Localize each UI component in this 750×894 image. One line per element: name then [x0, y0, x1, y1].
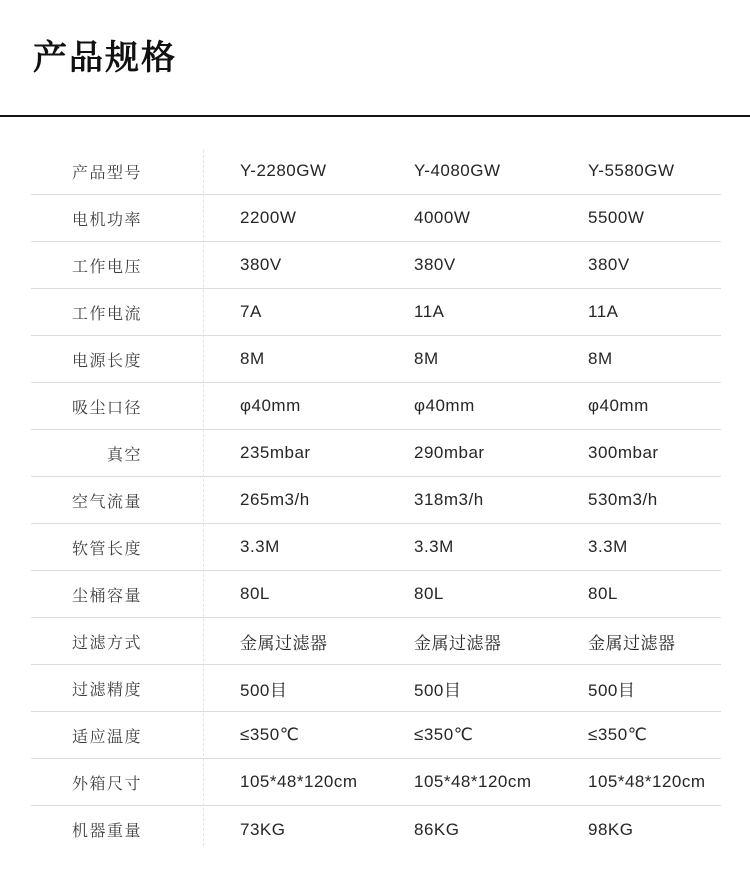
spec-value: φ40mm [588, 396, 649, 415]
spec-value: 500目 [240, 680, 288, 700]
spec-row-voltage [31, 242, 721, 289]
spec-value: 8M [414, 349, 439, 368]
spec-value: 11A [588, 302, 619, 321]
spec-value: 金属过滤器 [414, 633, 502, 653]
spec-value: 金属过滤器 [240, 633, 328, 653]
spec-value: 380V [588, 255, 630, 274]
spec-value: 73KG [240, 819, 286, 839]
spec-row-cord-length [31, 336, 721, 383]
spec-value: 500目 [588, 680, 636, 700]
spec-row-filter-type [31, 618, 721, 665]
spec-value: ≤350℃ [414, 725, 474, 744]
spec-value: Y-5580GW [588, 161, 675, 180]
spec-label: 过滤方式 [71, 634, 142, 652]
spec-row-weight [31, 806, 721, 853]
spec-label: 机器重量 [71, 823, 142, 840]
spec-value: φ40mm [414, 396, 475, 415]
spec-value: 300mbar [588, 443, 659, 462]
spec-value: 380V [240, 255, 282, 274]
spec-label: 尘桶容量 [71, 587, 142, 605]
spec-table [31, 148, 721, 853]
spec-value: 5500W [588, 208, 645, 227]
spec-row-vacuum [31, 430, 721, 477]
spec-label: 工作电压 [71, 258, 142, 276]
spec-value: 80L [414, 584, 444, 603]
spec-value: φ40mm [240, 396, 301, 415]
spec-row-hose-length [31, 524, 721, 571]
spec-row-temperature [31, 712, 721, 759]
spec-label: 电机功率 [71, 211, 142, 229]
spec-label: 适应温度 [71, 728, 142, 746]
spec-row-model [31, 148, 721, 195]
spec-label: 电源长度 [71, 352, 142, 370]
spec-value: 80L [240, 584, 270, 603]
spec-value: 80L [588, 584, 618, 603]
spec-row-current [31, 289, 721, 336]
spec-row-filter-precision [31, 665, 721, 712]
spec-label: 软管长度 [71, 540, 142, 558]
spec-value: ≤350℃ [588, 725, 648, 744]
spec-value: Y-4080GW [414, 161, 501, 180]
header-rule [0, 115, 750, 117]
page-title: 产品规格 [33, 39, 177, 77]
spec-value: 7A [240, 302, 262, 321]
spec-value: 86KG [414, 819, 460, 839]
spec-value: Y-2280GW [240, 161, 327, 180]
spec-label: 外箱尺寸 [71, 775, 142, 793]
spec-value: ≤350℃ [240, 725, 300, 744]
spec-label: 吸尘口径 [71, 399, 142, 417]
spec-row-suction-diameter [31, 383, 721, 430]
spec-value: 8M [240, 349, 265, 368]
spec-value: 105*48*120cm [240, 772, 358, 791]
spec-value: 530m3/h [588, 490, 658, 509]
spec-value: 500目 [414, 680, 462, 700]
spec-row-bucket-capacity [31, 571, 721, 618]
spec-label: 真空 [106, 446, 142, 464]
column-divider [203, 150, 204, 846]
spec-value: 98KG [588, 819, 634, 839]
spec-row-box-size [31, 759, 721, 806]
spec-value: 3.3M [588, 537, 628, 556]
spec-label: 产品型号 [71, 164, 142, 182]
spec-value: 318m3/h [414, 490, 484, 509]
spec-value: 8M [588, 349, 613, 368]
spec-value: 金属过滤器 [588, 633, 676, 653]
spec-value: 3.3M [414, 537, 454, 556]
spec-value: 265m3/h [240, 490, 310, 509]
spec-value: 105*48*120cm [588, 772, 706, 791]
spec-value: 2200W [240, 208, 297, 227]
spec-value: 105*48*120cm [414, 772, 532, 791]
spec-value: 235mbar [240, 443, 311, 462]
spec-value: 290mbar [414, 443, 485, 462]
spec-row-motor-power [31, 195, 721, 242]
spec-value: 4000W [414, 208, 471, 227]
spec-label: 工作电流 [71, 305, 142, 323]
spec-row-airflow [31, 477, 721, 524]
spec-label: 过滤精度 [71, 681, 142, 699]
spec-value: 380V [414, 255, 456, 274]
spec-value: 3.3M [240, 537, 280, 556]
spec-label: 空气流量 [71, 493, 142, 511]
spec-value: 11A [414, 302, 445, 321]
